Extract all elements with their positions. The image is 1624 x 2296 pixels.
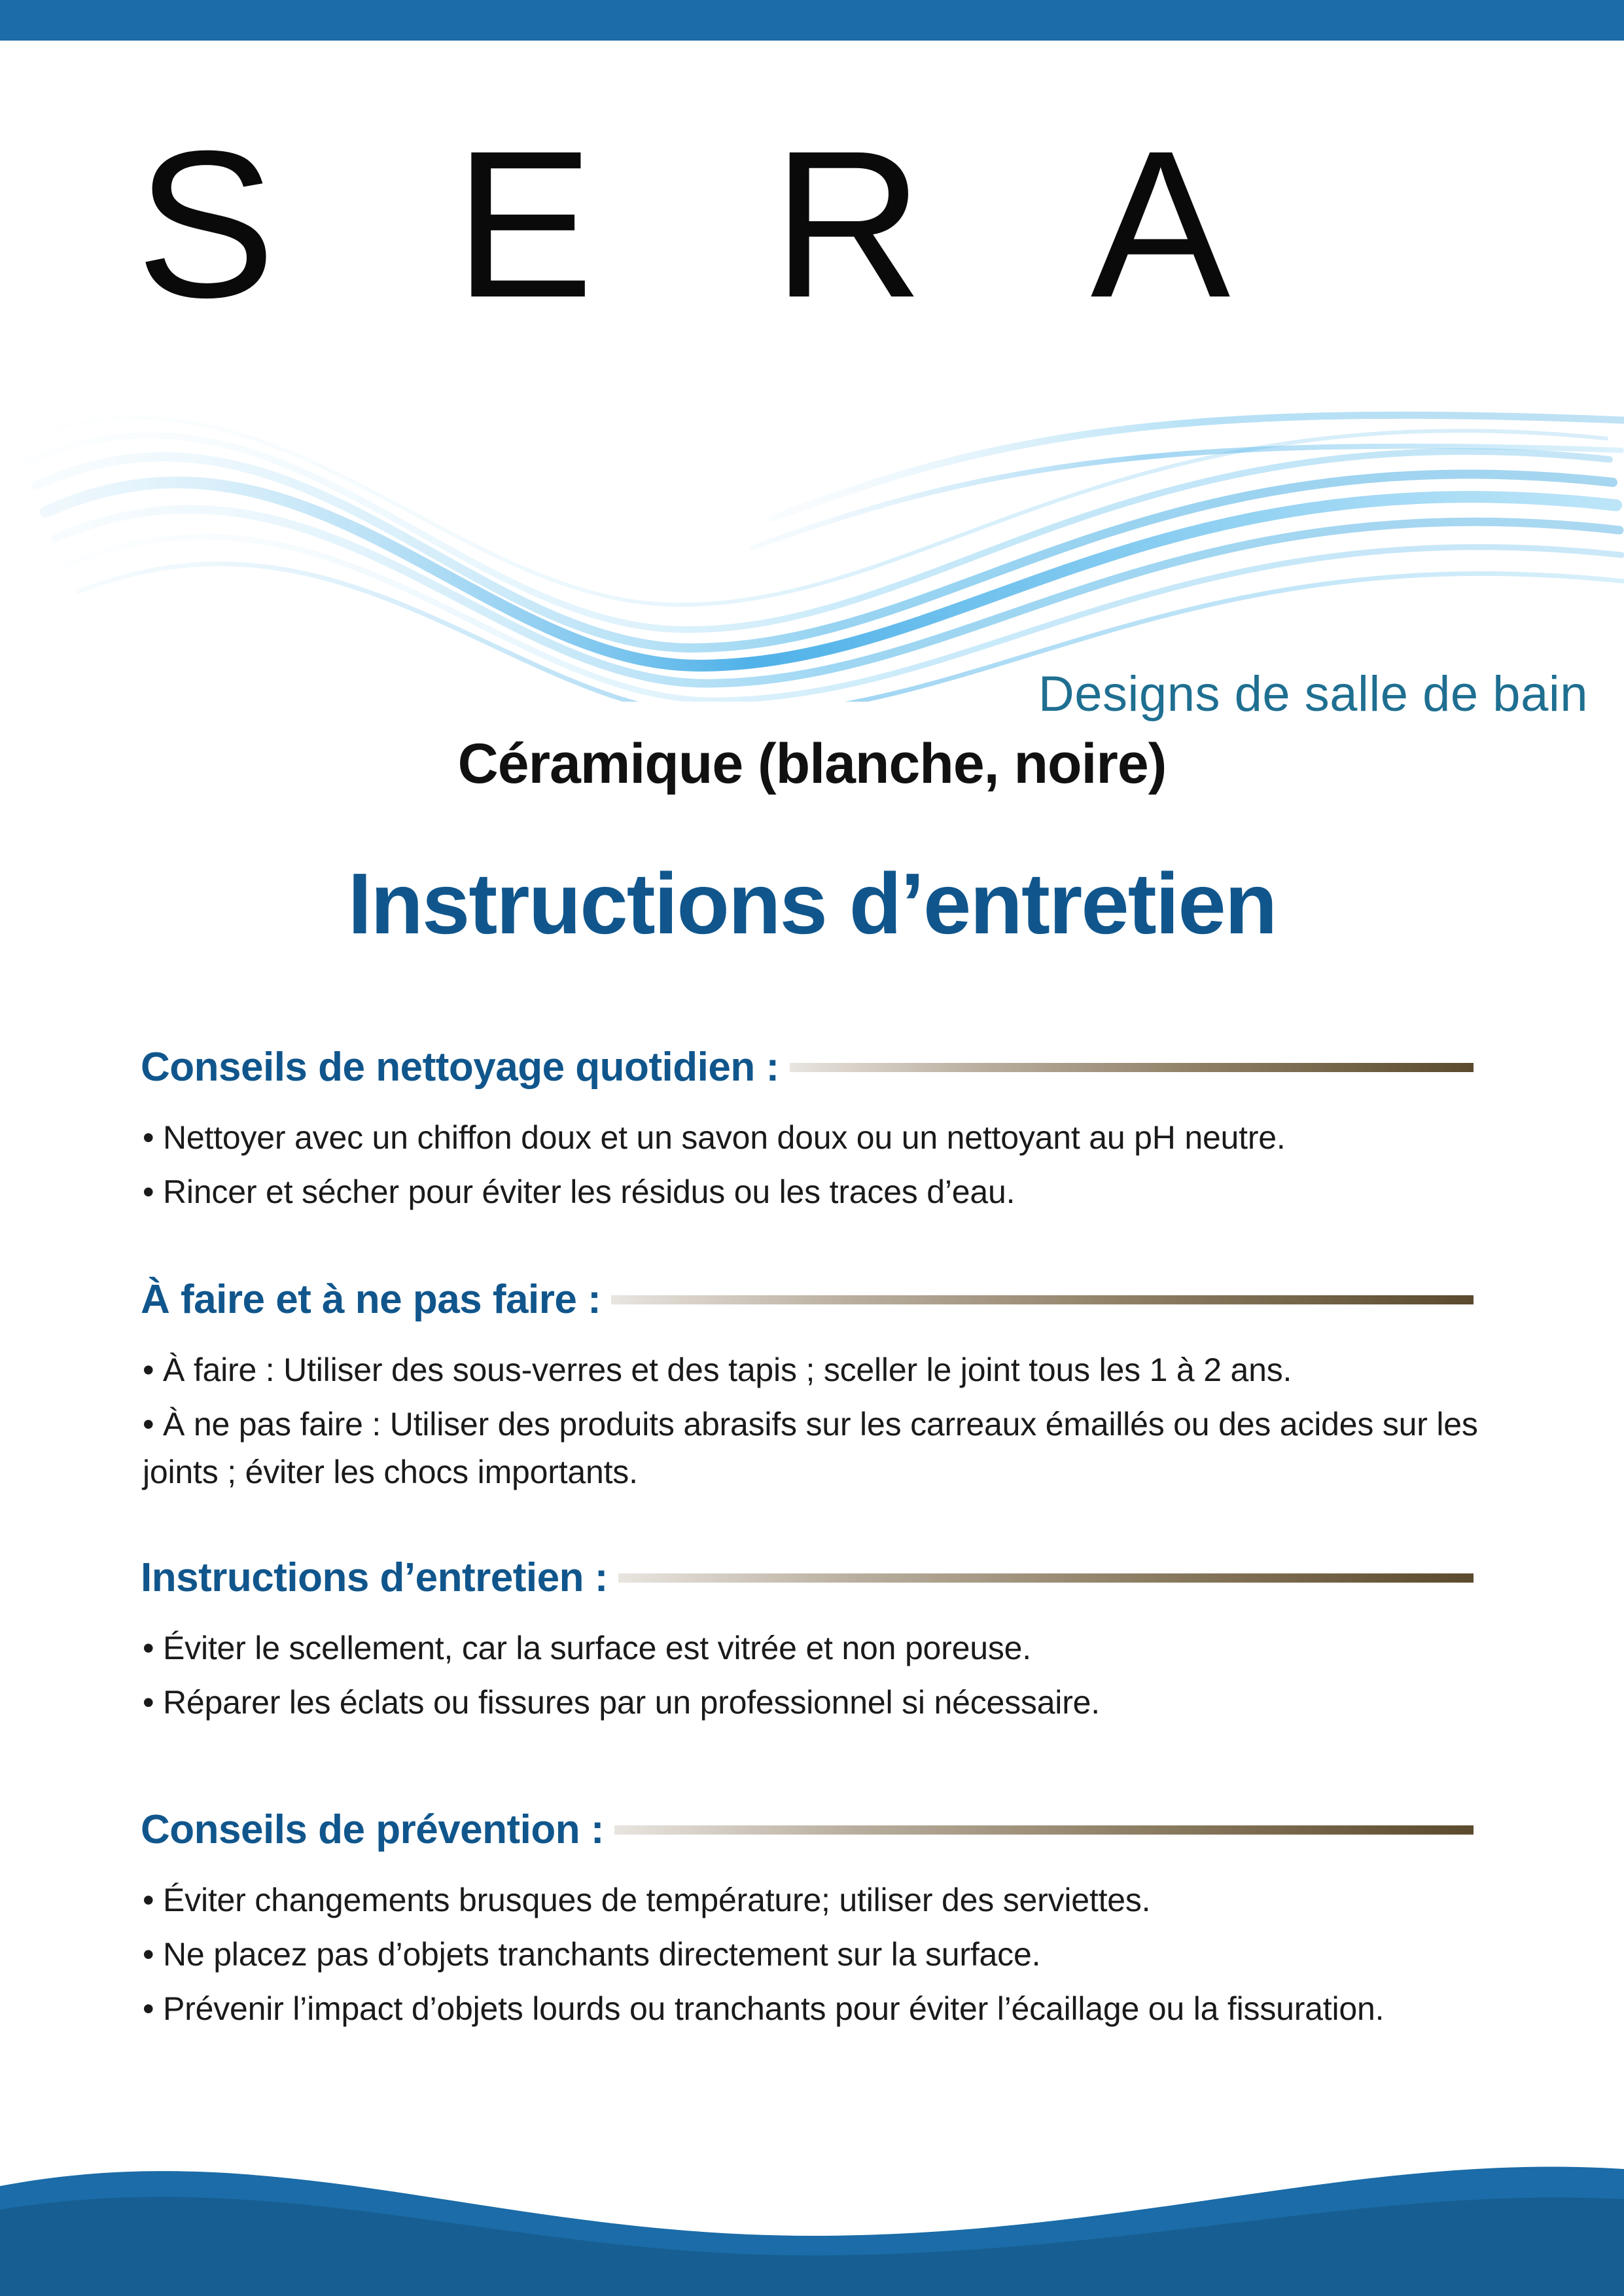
section-maintenance bbox=[0, 1554, 1624, 1733]
footer-wave-decoration bbox=[0, 2126, 1624, 2296]
list-item: • Ne placez pas d’objets tranchants directement sur la surface. bbox=[143, 1936, 1041, 1973]
list-item: • Éviter changements brusques de température; utiliser des serviettes. bbox=[143, 1882, 1151, 1918]
wave-decoration-icon bbox=[0, 322, 1624, 702]
section-prevention bbox=[0, 1806, 1624, 2039]
list-item: • Réparer les éclats ou fissures par un professionnel si nécessaire. bbox=[143, 1684, 1100, 1721]
section-dos-and-donts bbox=[0, 1276, 1624, 1503]
section-heading-row bbox=[0, 1044, 1624, 1090]
heading-rule bbox=[611, 1295, 1474, 1304]
list-item: • À faire : Utiliser des sous-verres et des tapis ; sceller le joint tous les 1 à 2 ans. bbox=[143, 1352, 1292, 1388]
heading-rule bbox=[618, 1573, 1474, 1583]
list-item: • Rincer et sécher pour éviter les résidus ou les traces d’eau. bbox=[143, 1174, 1015, 1210]
section-bullets bbox=[0, 1346, 1624, 1496]
material-subtitle: Céramique (blanche, noire) bbox=[457, 732, 1167, 795]
brand-logo-text: S E R A bbox=[135, 107, 1291, 341]
page-title: Instructions d’entretien bbox=[347, 855, 1277, 952]
list-item: • À ne pas faire : Utiliser des produits abrasifs sur les carreaux émaillés ou des acides sur les joints ; éviter les chocs importants. bbox=[143, 1406, 1478, 1490]
section-heading: Conseils de nettoyage quotidien : bbox=[141, 1045, 779, 1090]
section-heading-row bbox=[0, 1806, 1624, 1853]
list-item: • Éviter le scellement, car la surface est vitrée et non poreuse. bbox=[143, 1630, 1031, 1666]
section-heading: À faire et à ne pas faire : bbox=[141, 1277, 601, 1322]
brand-tagline: Designs de salle de bain bbox=[1038, 666, 1588, 722]
section-bullets bbox=[0, 1876, 1624, 2033]
document-header bbox=[0, 41, 1624, 722]
section-bullets bbox=[0, 1114, 1624, 1216]
heading-rule bbox=[790, 1063, 1474, 1072]
section-heading: Conseils de prévention : bbox=[141, 1807, 605, 1852]
section-heading-row bbox=[0, 1276, 1624, 1323]
list-item: • Nettoyer avec un chiffon doux et un savon doux ou un nettoyant au pH neutre. bbox=[143, 1119, 1286, 1156]
heading-rule bbox=[614, 1825, 1474, 1835]
section-heading-row bbox=[0, 1554, 1624, 1601]
list-item: • Prévenir l’impact d’objets lourds ou tranchants pour éviter l’écaillage ou la fissuration. bbox=[143, 1990, 1385, 2027]
top-accent-bar bbox=[0, 0, 1624, 41]
section-bullets bbox=[0, 1624, 1624, 1727]
section-heading: Instructions d’entretien : bbox=[141, 1555, 608, 1600]
section-daily-cleaning bbox=[0, 1044, 1624, 1223]
